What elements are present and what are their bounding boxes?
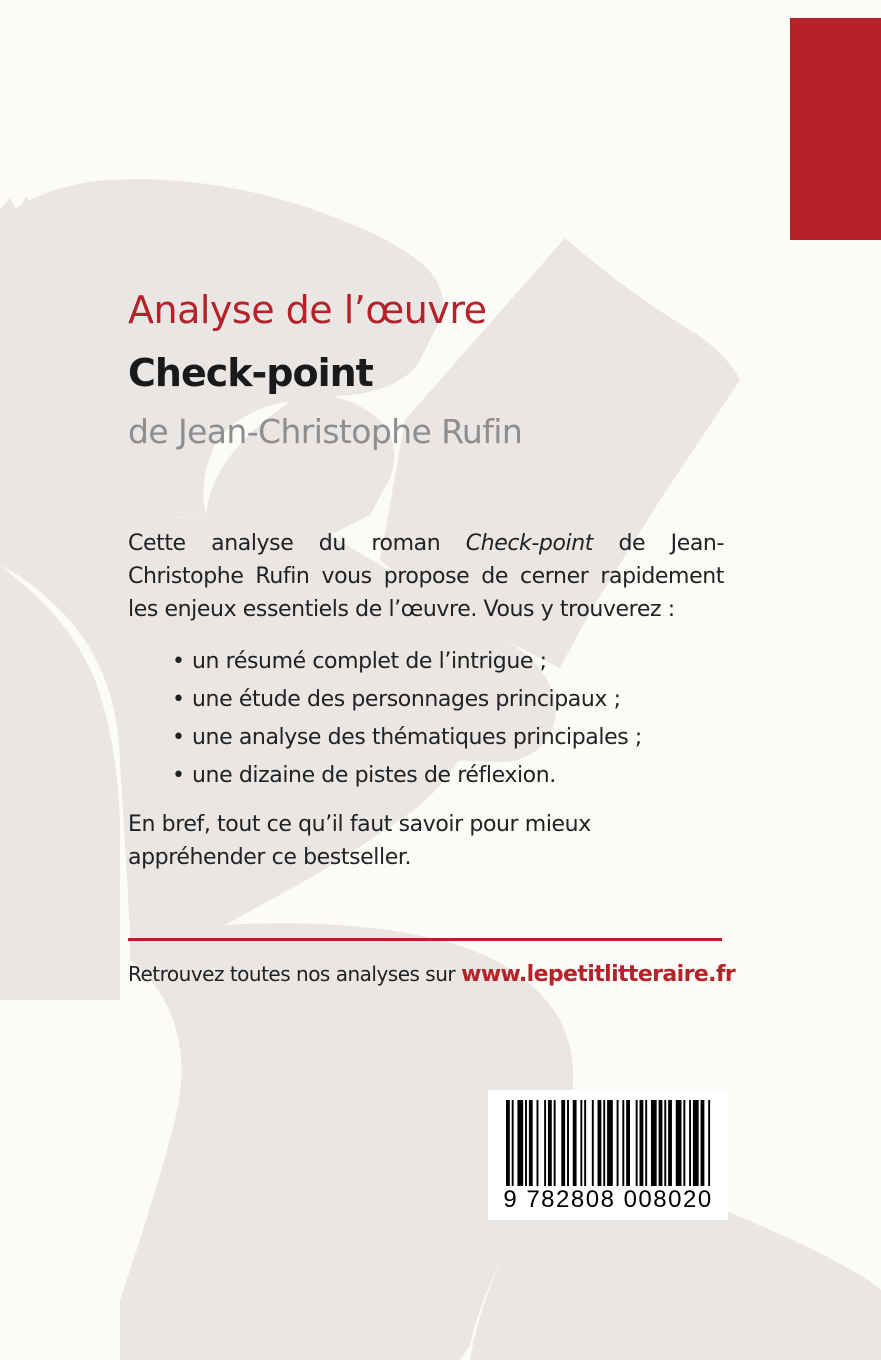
divider-rule bbox=[128, 938, 722, 941]
intro-title-italic: Check-point bbox=[465, 531, 594, 556]
series-kicker: Analyse de l’œuvre bbox=[128, 288, 487, 332]
list-item: • une dizaine de pistes de réflexion. bbox=[172, 757, 732, 795]
red-corner-tab bbox=[790, 18, 881, 240]
barcode-bars-icon bbox=[506, 1100, 712, 1186]
website-link[interactable]: www.lepetitlitteraire.fr bbox=[461, 962, 736, 987]
intro-text-end: de Jean-Christophe Rufin vous propose de cerner rapidement les enjeux essentiels de l’œuvre. Vous y trouverez : bbox=[128, 531, 724, 622]
contents-list bbox=[172, 643, 732, 795]
list-item: • un résumé complet de l’intrigue ; bbox=[172, 643, 732, 681]
isbn-digits: 9 782808 008020 bbox=[503, 1186, 713, 1213]
footer-line bbox=[128, 956, 736, 993]
list-item: • une étude des personnages principaux ; bbox=[172, 681, 732, 719]
intro-paragraph bbox=[128, 527, 724, 626]
intro-text-start: Cette analyse du roman bbox=[128, 531, 466, 556]
conclusion-paragraph: En bref, tout ce qu’il faut savoir pour mieux appréhender ce bestseller. bbox=[128, 812, 591, 870]
book-title: Check-point bbox=[128, 351, 373, 395]
footer-prefix: Retrouvez toutes nos analyses sur bbox=[128, 962, 456, 986]
barcode bbox=[488, 1090, 728, 1220]
list-item: • une analyse des thématiques principales ; bbox=[172, 719, 732, 757]
book-author: de Jean-Christophe Rufin bbox=[128, 412, 523, 451]
